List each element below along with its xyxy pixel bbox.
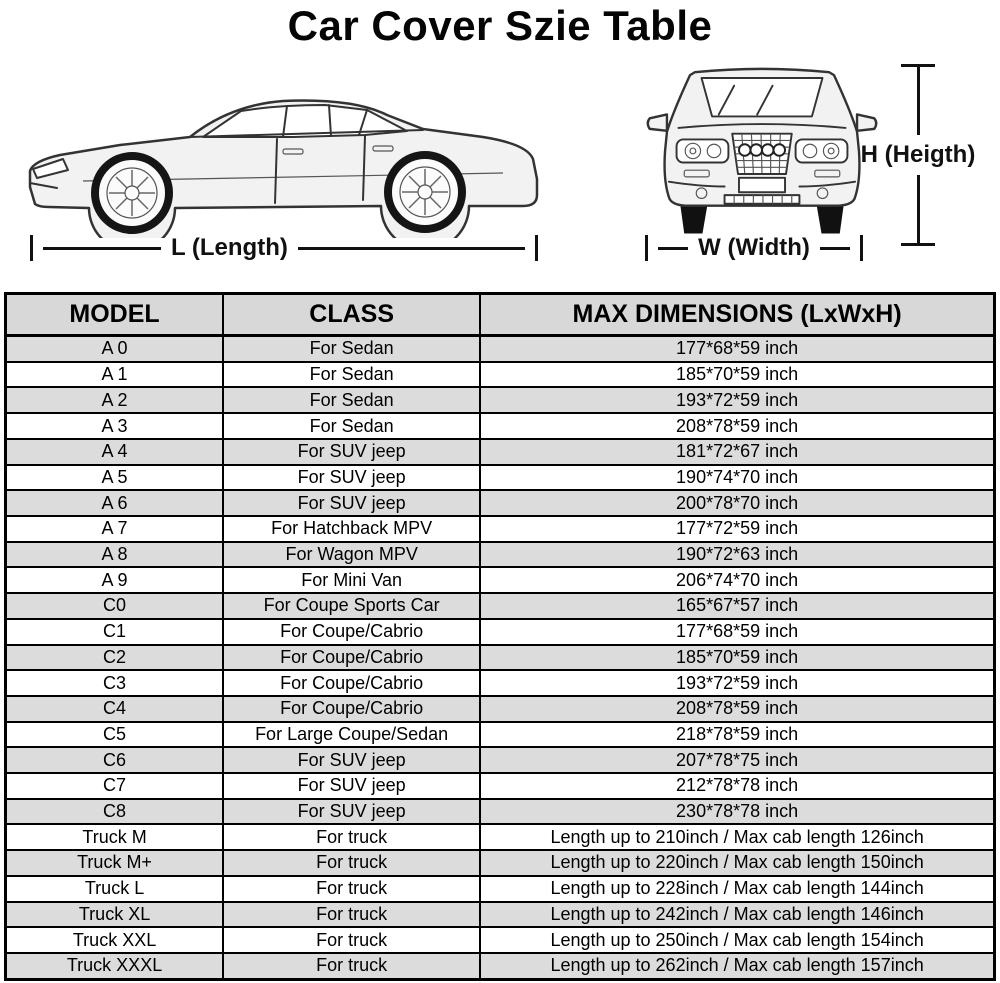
dimensions-cell: 177*72*59 inch (480, 516, 994, 542)
table-row (6, 593, 995, 619)
dimensions-cell: 193*72*59 inch (480, 670, 994, 696)
dimension-diagram (0, 56, 1000, 292)
class-cell: For SUV jeep (223, 799, 480, 825)
model-cell: Truck XXL (6, 927, 224, 953)
dimension-tick (901, 243, 935, 246)
dimensions-cell: Length up to 210inch / Max cab length 126inch (480, 824, 994, 850)
dimensions-cell: 185*70*59 inch (480, 645, 994, 671)
table-row (6, 567, 995, 593)
sedan-side-view-icon (25, 68, 540, 238)
class-cell: For Sedan (223, 362, 480, 388)
dimensions-cell: 218*78*59 inch (480, 722, 994, 748)
table-row (6, 953, 995, 980)
class-cell: For truck (223, 953, 480, 980)
model-cell: A 0 (6, 336, 224, 362)
table-row (6, 619, 995, 645)
table-row (6, 362, 995, 388)
dimension-line (917, 175, 920, 243)
class-cell: For Sedan (223, 387, 480, 413)
dimensions-cell: 177*68*59 inch (480, 336, 994, 362)
dimensions-cell: 230*78*78 inch (480, 799, 994, 825)
table-body (6, 336, 995, 980)
table-row (6, 645, 995, 671)
table-row (6, 824, 995, 850)
table-row (6, 722, 995, 748)
model-cell: C2 (6, 645, 224, 671)
dimensions-cell: 212*78*78 inch (480, 773, 994, 799)
table-row (6, 747, 995, 773)
height-dimension (862, 64, 974, 246)
dimension-line (820, 247, 850, 250)
class-cell: For Coupe/Cabrio (223, 696, 480, 722)
class-cell: For Coupe Sports Car (223, 593, 480, 619)
dimensions-cell: 181*72*67 inch (480, 439, 994, 465)
dimensions-cell: 177*68*59 inch (480, 619, 994, 645)
model-cell: C0 (6, 593, 224, 619)
width-label: W (Width) (698, 234, 810, 261)
class-cell: For Coupe/Cabrio (223, 619, 480, 645)
model-cell: Truck XL (6, 902, 224, 928)
dimensions-cell: Length up to 220inch / Max cab length 150inch (480, 850, 994, 876)
dimensions-cell: Length up to 262inch / Max cab length 157inch (480, 953, 994, 980)
header-model: MODEL (6, 294, 224, 336)
grille (732, 134, 792, 174)
class-cell: For truck (223, 824, 480, 850)
dimension-tick (645, 235, 648, 261)
license-plate (739, 178, 785, 192)
page-title: Car Cover Szie Table (287, 2, 713, 49)
class-cell: For Large Coupe/Sedan (223, 722, 480, 748)
size-table-container (4, 292, 996, 981)
class-cell: For Mini Van (223, 567, 480, 593)
model-cell: A 1 (6, 362, 224, 388)
rear-wheel (388, 155, 462, 229)
header-class: CLASS (223, 294, 480, 336)
model-cell: C4 (6, 696, 224, 722)
class-cell: For SUV jeep (223, 747, 480, 773)
class-cell: For truck (223, 927, 480, 953)
class-cell: For Sedan (223, 336, 480, 362)
table-row (6, 799, 995, 825)
class-cell: For truck (223, 876, 480, 902)
table-row (6, 773, 995, 799)
dimension-line (43, 247, 161, 250)
width-dimension (645, 234, 863, 262)
model-cell: A 3 (6, 413, 224, 439)
model-cell: Truck M+ (6, 850, 224, 876)
dimensions-cell: 208*78*59 inch (480, 696, 994, 722)
model-cell: A 9 (6, 567, 224, 593)
dimensions-cell: Length up to 228inch / Max cab length 144inch (480, 876, 994, 902)
table-row (6, 439, 995, 465)
dimensions-cell: 206*74*70 inch (480, 567, 994, 593)
model-cell: A 6 (6, 490, 224, 516)
dimensions-cell: 207*78*75 inch (480, 747, 994, 773)
dimensions-cell: 190*72*63 inch (480, 542, 994, 568)
left-headlight (677, 139, 729, 162)
dimensions-cell: 208*78*59 inch (480, 413, 994, 439)
model-cell: Truck M (6, 824, 224, 850)
table-row (6, 670, 995, 696)
lower-grille (725, 195, 800, 204)
table-row (6, 876, 995, 902)
model-cell: C5 (6, 722, 224, 748)
model-cell: Truck L (6, 876, 224, 902)
class-cell: For truck (223, 850, 480, 876)
class-cell: For Sedan (223, 413, 480, 439)
class-cell: For truck (223, 902, 480, 928)
car-front-view-icon (642, 64, 882, 236)
table-row (6, 387, 995, 413)
dimension-line (298, 247, 525, 250)
dimensions-cell: 193*72*59 inch (480, 387, 994, 413)
class-cell: For SUV jeep (223, 773, 480, 799)
dimensions-cell: 185*70*59 inch (480, 362, 994, 388)
model-cell: C7 (6, 773, 224, 799)
dimension-tick (30, 235, 33, 261)
model-cell: C6 (6, 747, 224, 773)
height-label: H (Heigth) (860, 141, 976, 168)
table-row (6, 542, 995, 568)
table-row (6, 465, 995, 491)
table-row (6, 490, 995, 516)
class-cell: For Coupe/Cabrio (223, 645, 480, 671)
table-header-row (6, 294, 995, 336)
dimension-line (658, 247, 688, 250)
class-cell: For Coupe/Cabrio (223, 670, 480, 696)
dimension-line (917, 67, 920, 135)
dimension-tick (535, 235, 538, 261)
model-cell: A 5 (6, 465, 224, 491)
class-cell: For SUV jeep (223, 439, 480, 465)
table-row (6, 927, 995, 953)
table-row (6, 336, 995, 362)
model-cell: A 4 (6, 439, 224, 465)
table-row (6, 696, 995, 722)
dimensions-cell: Length up to 250inch / Max cab length 154inch (480, 927, 994, 953)
model-cell: A 2 (6, 387, 224, 413)
model-cell: A 7 (6, 516, 224, 542)
header-max-dimensions: MAX DIMENSIONS (LxWxH) (480, 294, 994, 336)
right-headlight (796, 139, 848, 162)
model-cell: C8 (6, 799, 224, 825)
length-dimension (30, 234, 538, 262)
front-wheel (95, 156, 169, 230)
table-row (6, 850, 995, 876)
class-cell: For Hatchback MPV (223, 516, 480, 542)
dimensions-cell: 165*67*57 inch (480, 593, 994, 619)
length-label: L (Length) (171, 234, 288, 261)
table-row (6, 413, 995, 439)
dimensions-cell: Length up to 242inch / Max cab length 146inch (480, 902, 994, 928)
dimensions-cell: 190*74*70 inch (480, 465, 994, 491)
model-cell: C3 (6, 670, 224, 696)
class-cell: For SUV jeep (223, 465, 480, 491)
table-row (6, 516, 995, 542)
model-cell: A 8 (6, 542, 224, 568)
model-cell: C1 (6, 619, 224, 645)
class-cell: For SUV jeep (223, 490, 480, 516)
model-cell: Truck XXXL (6, 953, 224, 980)
size-table (4, 292, 996, 981)
class-cell: For Wagon MPV (223, 542, 480, 568)
dimensions-cell: 200*78*70 inch (480, 490, 994, 516)
table-row (6, 902, 995, 928)
